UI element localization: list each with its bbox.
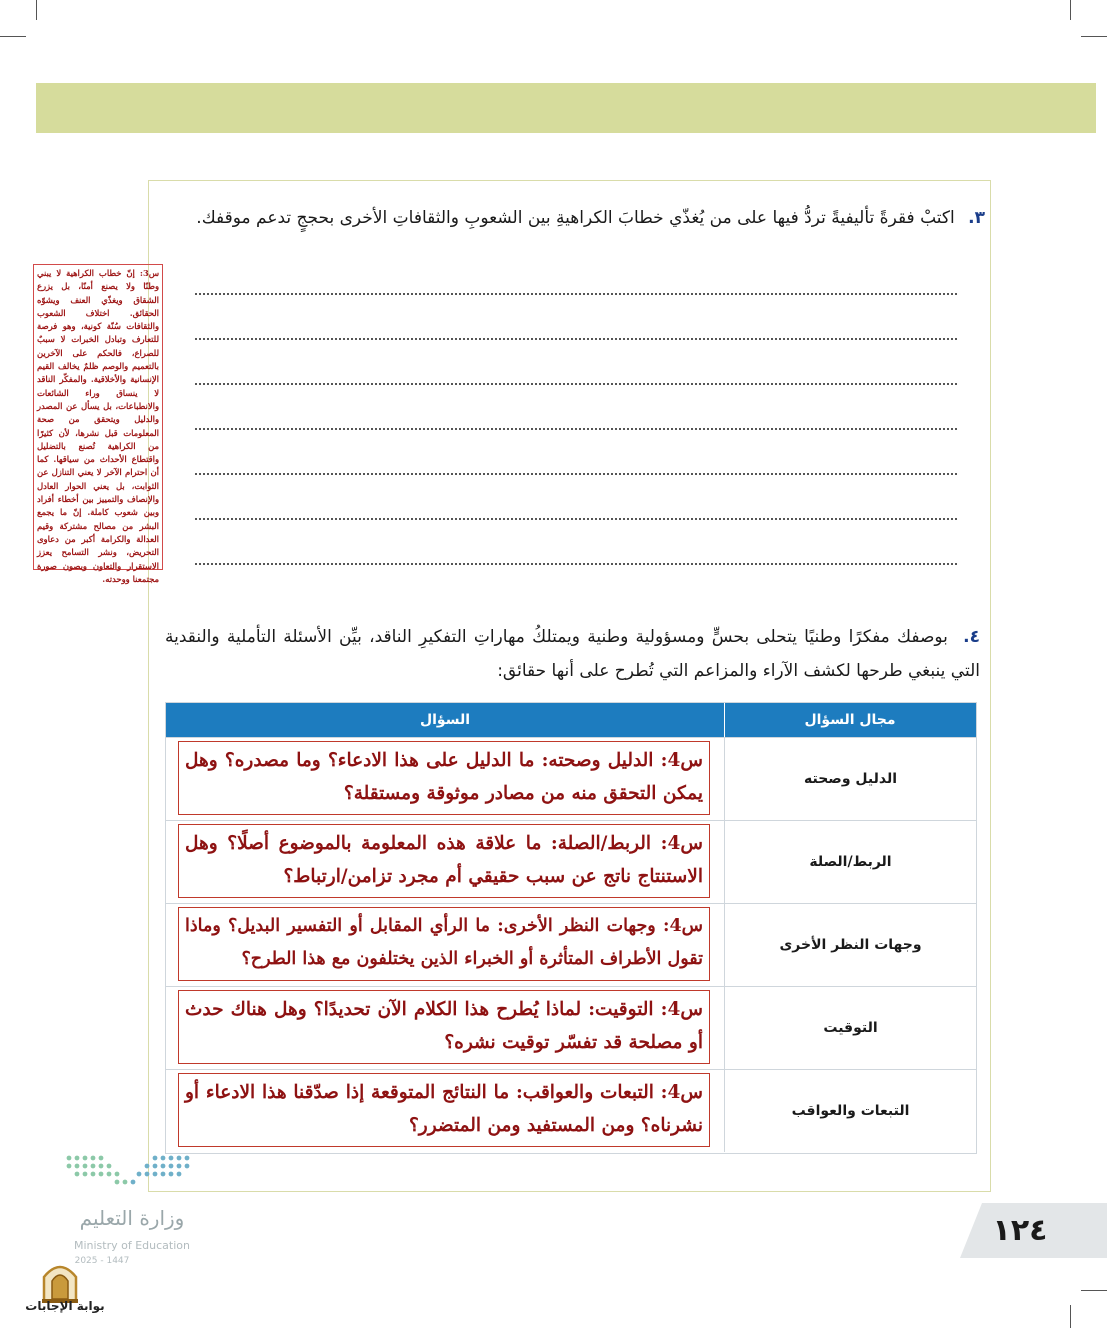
domain-cell: الربط/الصلة bbox=[724, 821, 976, 903]
answer-text: التوقيت: لماذا يُطرح هذا الكلام الآن تحديدًا؟ وهل هناك حدث أو مصلحة قد تفسّر توقيت نشره؟ bbox=[185, 999, 703, 1053]
answer-tag: س4: bbox=[660, 999, 703, 1020]
answer-tag: س4: bbox=[662, 916, 704, 936]
question-3 bbox=[165, 200, 985, 237]
domain-cell: التبعات والعواقب bbox=[724, 1070, 976, 1152]
table-row bbox=[166, 820, 976, 903]
ministry-name-en: Ministry of Education bbox=[73, 1239, 190, 1252]
side-answer-note: س3: إنّ خطاب الكراهية لا يبني وطنًا ولا يصنع أمنًا، بل يزرع الشقاق ويغذّي العنف ويشوّه الحقائق. اختلاف الشعوب والثقافات سُنّة كونية، وهو فرصة للتعارف وتبادل الخبرات لا سببٌ للصراع، فالحكم على الآخرين بالتعميم والوصم ظلمٌ يخالف القيم الإنسانية والأخلاقية. والمفكّر الناقد لا ينساق وراء الشائعات والانطباعات، بل يسأل عن المصدر والدليل ويتحقق من صحة المعلومات قبل نشرها، لأن كثيرًا من الكراهية تُصنع بالتضليل واقتطاع الأحداث من سياقها. كما أن احترام الآخر لا يعني التنازل عن الثوابت، بل يعني الحوار العادل والإنصاف والتمييز بين أخطاء أفراد وبين شعوب كاملة. إنّ ما يجمع البشر من مصالح مشتركة وقيم العدالة والكرامة أكبر من دعاوى التحريض، ونشر التسامح يعزز الاستقرار والتعاون ويصون صورة مجتمعنا ووحدته. bbox=[33, 264, 163, 570]
table-header bbox=[166, 703, 976, 737]
answer-cell[interactable] bbox=[178, 824, 710, 898]
answer-text: التبعات والعواقب: ما النتائج المتوقعة إذا صدّقنا هذا الادعاء أو نشرناه؟ ومن المستفيد ومن المتضرر؟ bbox=[185, 1082, 703, 1136]
answer-tag: س4: bbox=[660, 750, 703, 771]
table-row bbox=[166, 986, 976, 1069]
domain-cell: الدليل وصحته bbox=[724, 738, 976, 820]
question-3-number: ٣. bbox=[968, 208, 985, 228]
answer-line[interactable] bbox=[195, 338, 957, 340]
question-3-text: اكتبْ فقرةً تأليفيةً تردُّ فيها على من يُغذّي خطابَ الكراهيةِ بين الشعوبِ والثقافاتِ الأخرى بحججٍ تدعم موقفك. bbox=[196, 208, 955, 228]
table-row bbox=[166, 737, 976, 820]
crop-mark bbox=[0, 36, 26, 37]
crop-mark bbox=[1081, 36, 1107, 37]
header-domain: مجال السؤال bbox=[804, 712, 896, 728]
answer-text: وجهات النظر الأخرى: ما الرأي المقابل أو التفسير البديل؟ وماذا تقول الأطراف المتأثرة أو الخبراء الذين يختلفون مع هذا الطرح؟ bbox=[185, 916, 703, 969]
answer-line[interactable] bbox=[195, 473, 957, 475]
domain-cell: التوقيت bbox=[724, 987, 976, 1069]
table-row bbox=[166, 903, 976, 986]
site-name: بوابة الإجابات bbox=[25, 1299, 105, 1313]
answer-text: الدليل وصحته: ما الدليل على هذا الادعاء؟ وما مصدره؟ وهل يمكن التحقق منه من مصادر موثوقة ومستقلة؟ bbox=[185, 750, 703, 804]
domain-cell: وجهات النظر الأخرى bbox=[724, 904, 976, 986]
answer-cell[interactable] bbox=[178, 990, 710, 1064]
answer-cell[interactable] bbox=[178, 741, 710, 815]
answer-line[interactable] bbox=[195, 428, 957, 430]
ministry-year: 2025 - 1447 bbox=[74, 1256, 130, 1266]
answer-cell[interactable] bbox=[178, 907, 710, 981]
questions-table bbox=[165, 702, 977, 1154]
answer-line[interactable] bbox=[195, 518, 957, 520]
question-4 bbox=[165, 620, 980, 688]
table-row bbox=[166, 1069, 976, 1152]
answer-line[interactable] bbox=[195, 383, 957, 385]
answer-tag: س4: bbox=[660, 1082, 703, 1103]
header-question: السؤال bbox=[166, 703, 725, 737]
crop-mark bbox=[1081, 1290, 1107, 1291]
crop-mark bbox=[36, 0, 37, 20]
page-number: ١٢٤ bbox=[992, 1213, 1048, 1248]
answer-text: الربط/الصلة: ما علاقة هذه المعلومة بالموضوع أصلًا؟ وهل الاستنتاج ناتج عن سبب حقيقي أم مجرد تزامن/ارتباط؟ bbox=[185, 833, 703, 887]
answer-tag: س4: bbox=[660, 833, 703, 854]
crop-mark bbox=[1070, 1305, 1071, 1328]
ministry-name-ar: وزارة التعليم bbox=[79, 1206, 185, 1230]
answer-cell[interactable] bbox=[178, 1073, 710, 1147]
answer-line[interactable] bbox=[195, 563, 957, 565]
crop-mark bbox=[1070, 0, 1071, 20]
header-band bbox=[36, 83, 1096, 133]
answer-line[interactable] bbox=[195, 293, 957, 295]
question-4-number: ٤. bbox=[963, 627, 981, 647]
question-4-text: بوصفك مفكرًا وطنيًا يتحلى بحسٍّ ومسؤولية وطنية ويمتلكُ مهاراتِ التفكيرِ الناقد، بيِّن الأسئلة التأملية والنقدية التي ينبغي طرحها لكشف الآراء والمزاعم التي تُطرح على أنها حقائق: bbox=[165, 627, 980, 681]
